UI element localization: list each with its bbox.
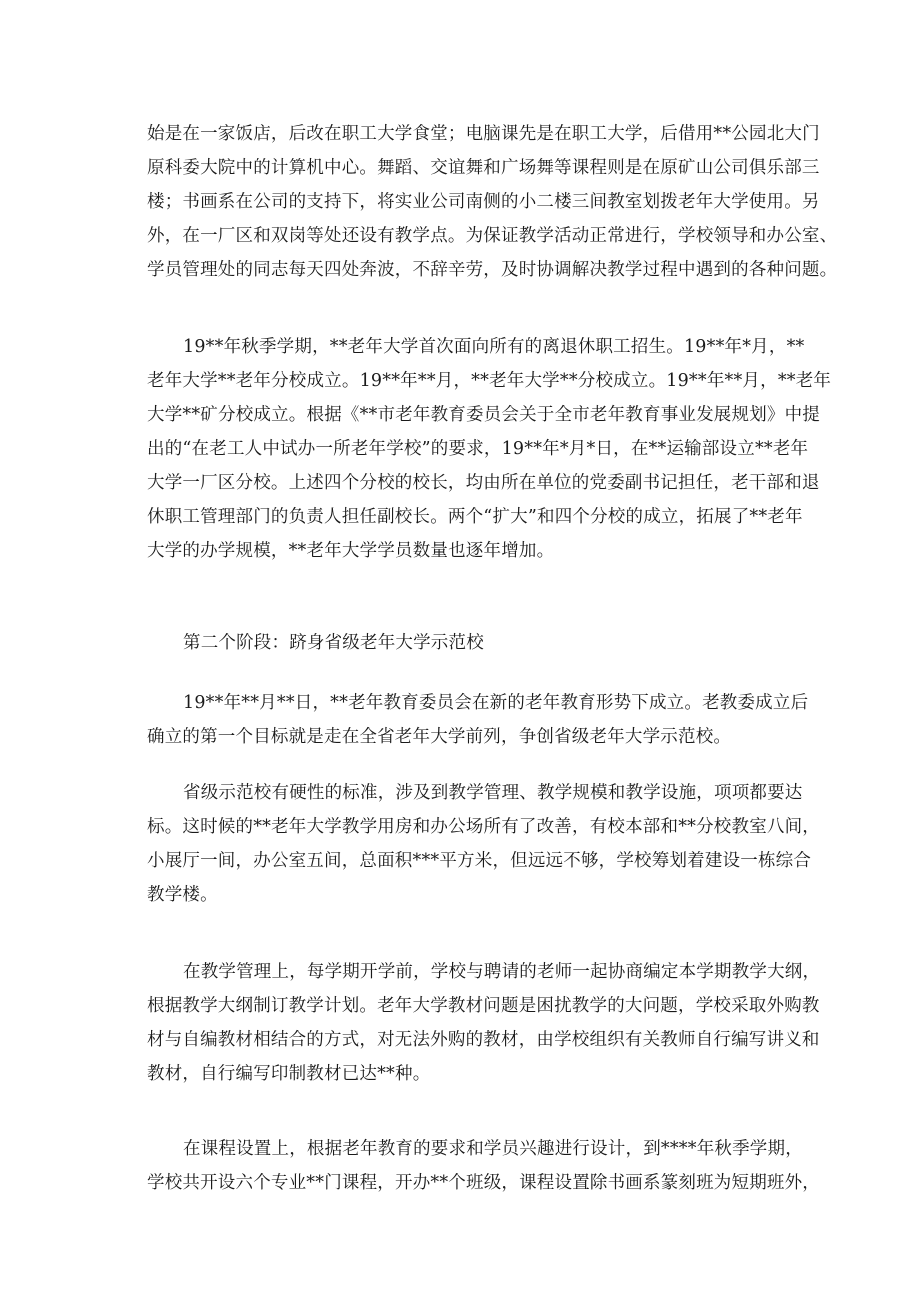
text-line: 大学的办学规模，**老年大学学员数量也逐年增加。 [147, 541, 555, 561]
text-line: 始是在一家饭店，后改在职工大学食堂；电脑课先是在职工大学，后借用**公园北大门 [147, 124, 820, 144]
text-line: 楼；书画系在公司的支持下，将实业公司南侧的小二楼三间教室划拨老年大学使用。另 [147, 192, 820, 212]
text-line: 出的“在老工人中试办一所老年学校”的要求，19**年*月*日，在**运输部设立**老年 [147, 439, 809, 459]
text-line: 19**年秋季学期，**老年大学首次面向所有的离退休职工招生。19**年*月，** [183, 337, 805, 357]
text-line: 材与自编教材相结合的方式，对无法外购的教材，由学校组织有关教师自行编写讲义和 [147, 1030, 820, 1050]
text-line: 教学楼。 [147, 885, 218, 905]
text-line: 老年大学**老年分校成立。19**年**月，**老年大学**分校成立。19**年**月，**老年 [147, 371, 832, 391]
text-line: 大学一厂区分校。上述四个分校的校长，均由所在单位的党委副书记担任，老干部和退 [147, 473, 820, 493]
text-line: 原科委大院中的计算机中心。舞蹈、交谊舞和广场舞等课程则是在原矿山公司俱乐部三 [147, 158, 820, 178]
text-line: 教材，自行编写印制教材已达**种。 [147, 1064, 431, 1084]
text-line: 根据教学大纲制订教学计划。老年大学教材问题是困扰教学的大问题，学校采取外购教 [147, 996, 820, 1016]
text-line: 第二个阶段：跻身省级老年大学示范校 [183, 633, 484, 653]
text-line: 在课程设置上，根据老年教育的要求和学员兴趣进行设计，到****年秋季学期， [183, 1139, 803, 1159]
text-line: 学校共开设六个专业**门课程，开办**个班级，课程设置除书画系篆刻班为短期班外， [147, 1173, 820, 1193]
text-line: 休职工管理部门的负责人担任副校长。两个“扩大”和四个分校的成立，拓展了**老年 [147, 507, 803, 527]
text-line: 学员管理处的同志每天四处奔波，不辞辛劳，及时协调解决教学过程中遇到的各种问题。 [147, 260, 838, 280]
text-line: 省级示范校有硬性的标准，涉及到教学管理、教学规模和教学设施，项项都要达 [183, 783, 803, 803]
text-line: 大学**矿分校成立。根据《**市老年教育委员会关于全市老年教育事业发展规划》中提 [147, 405, 820, 425]
text-line: 小展厅一间，办公室五间，总面积***平方米，但远远不够，学校筹划着建设一栋综合 [147, 851, 812, 871]
text-line: 标。这时候的**老年大学教学用房和办公场所有了改善，有校本部和**分校教室八间， [147, 817, 820, 837]
text-line: 确立的第一个目标就是走在全省老年大学前列，争创省级老年大学示范校。 [147, 727, 732, 747]
text-line: 在教学管理上，每学期开学前，学校与聘请的老师一起协商编定本学期教学大纲， [183, 962, 821, 982]
text-line: 外，在一厂区和双岗等处还设有教学点。为保证教学活动正常进行，学校领导和办公室、 [147, 226, 838, 246]
text-line: 19**年**月**日，**老年教育委员会在新的老年教育形势下成立。老教委成立后 [183, 693, 809, 713]
